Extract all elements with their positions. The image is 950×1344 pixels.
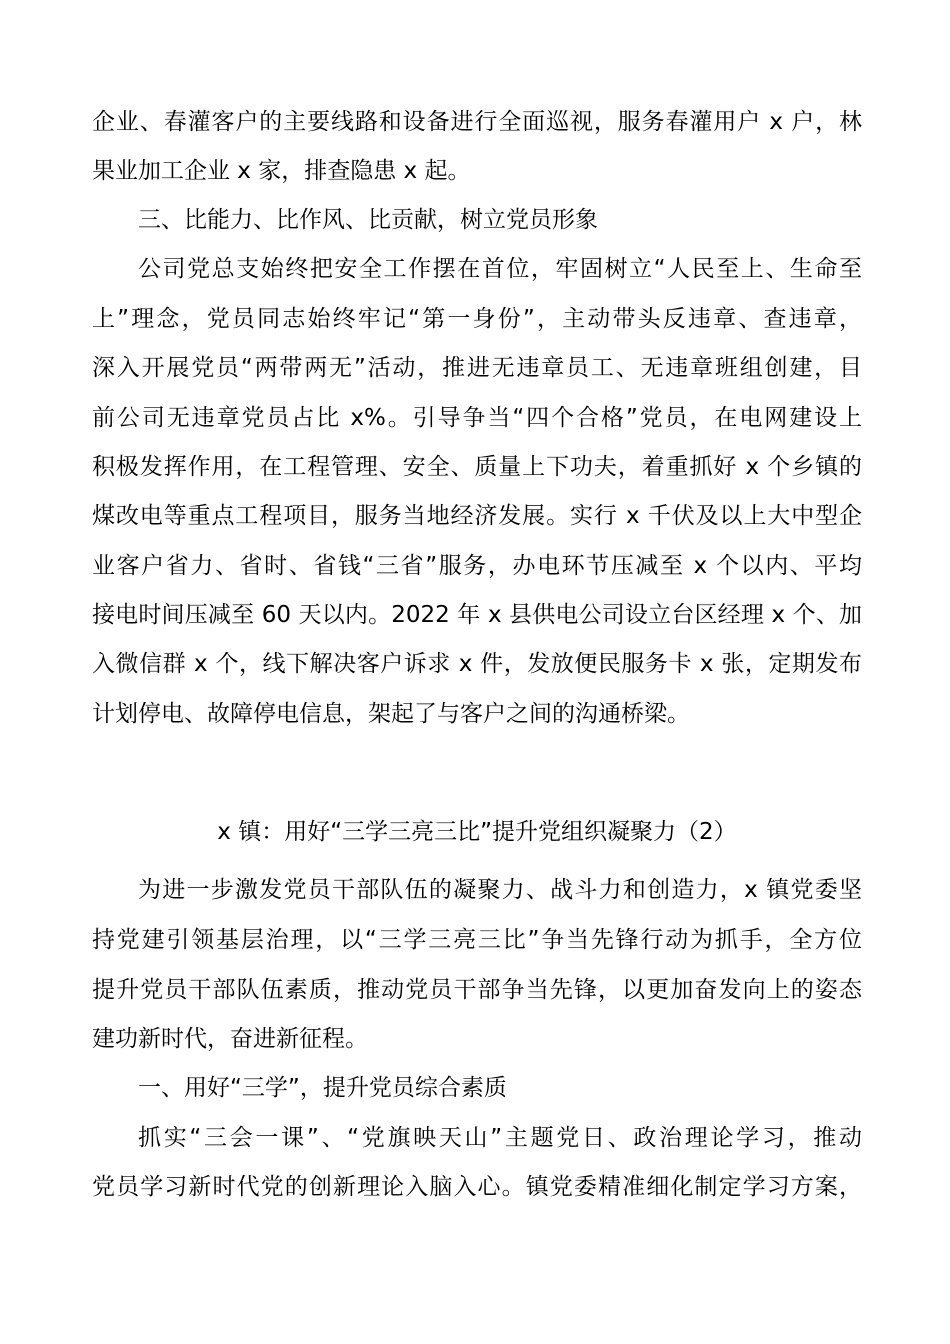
text-line: 深入开展党员“两带两无”活动，推进无违章员工、无违章班组创建，目 (92, 355, 862, 381)
text-line: 接电时间压减至 60 天以内。2022 年 x 县供电公司设立台区经理 x 个、加 (92, 602, 862, 628)
text-line: 建功新时代，奋进新征程。 (92, 1026, 368, 1052)
text-line: 业客户省力、省时、省钱“三省”服务，办电环节压减至 x 个以内、平均 (92, 553, 862, 579)
text-line: 煤改电等重点工程项目，服务当地经济发展。实行 x 千伏及以上大中型企 (92, 503, 862, 529)
text-line: 为进一步激发党员干部队伍的凝聚力、战斗力和创造力，x 镇党委坚 (138, 877, 862, 903)
text-line: 计划停电、故障停电信息，架起了与客户之间的沟通桥梁。 (92, 701, 690, 727)
text-line: 企业、春灌客户的主要线路和设备进行全面巡视，服务春灌用户 x 户，林 (92, 109, 862, 135)
text-line: 持党建引领基层治理，以“三学三亮三比”争当先锋行动为抓手，全方位 (92, 927, 862, 953)
text-line: 积极发挥作用，在工程管理、安全、质量上下功夫，着重抓好 x 个乡镇的 (92, 454, 862, 480)
text-line: 果业加工企业 x 家，排查隐患 x 起。 (92, 158, 471, 184)
section-heading: 三、比能力、比作风、比贡献，树立党员形象 (138, 207, 598, 233)
text-line: 抓实“三会一课”、“党旗映天山”主题党日、政治理论学习，推动 (138, 1125, 862, 1151)
text-line: 入微信群 x 个，线下解决客户诉求 x 件，发放便民服务卡 x 张，定期发布 (92, 651, 862, 677)
text-line: 上”理念，党员同志始终牢记“第一身份”，主动带头反违章、查违章， (92, 306, 862, 332)
text-line: 提升党员干部队伍素质，推动党员干部争当先锋，以更加奋发向上的姿态 (92, 977, 862, 1003)
text-line: 党员学习新时代党的创新理论入脑入心。镇党委精准细化制定学习方案， (92, 1174, 862, 1200)
section-heading: 一、用好“三学”，提升党员综合素质 (138, 1075, 507, 1101)
text-line: 公司党总支始终把安全工作摆在首位，牢固树立“人民至上、生命至 (138, 256, 862, 282)
article-title: x 镇：用好“三学三亮三比”提升党组织凝聚力（2） (217, 819, 737, 845)
text-line: 前公司无违章党员占比 x%。引导争当“四个合格”党员，在电网建设上 (92, 405, 862, 431)
